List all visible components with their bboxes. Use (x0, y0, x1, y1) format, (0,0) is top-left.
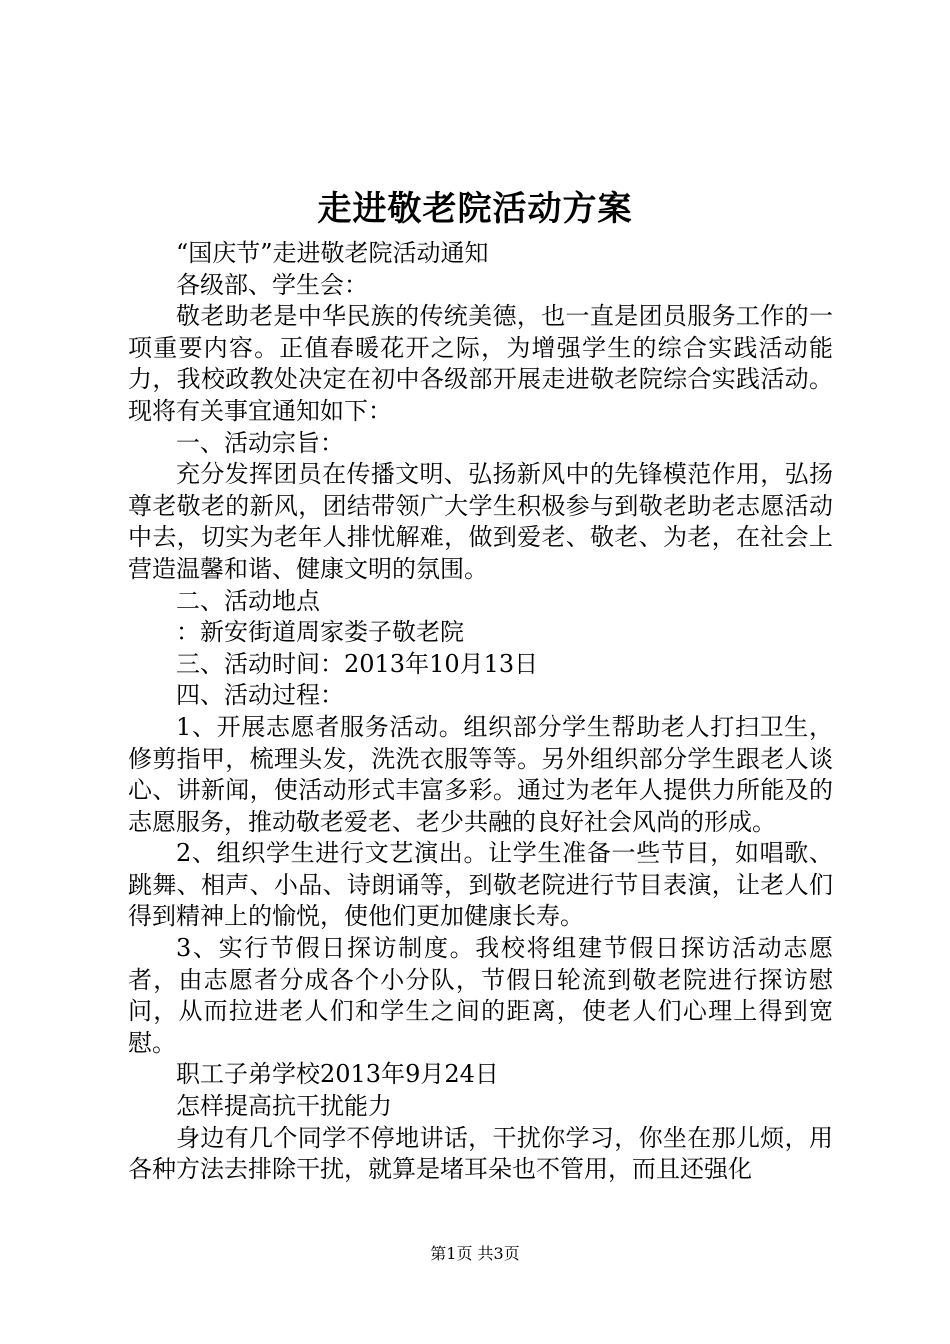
paragraph-notice-heading: “国庆节”走进敬老院活动通知 (176, 239, 489, 267)
section-heading-purpose: 一、活动宗旨： (176, 428, 344, 457)
section-heading-process: 四、活动过程： (176, 681, 344, 710)
paragraph-salutation: 各级部、学生会： (176, 270, 368, 299)
document-title: 走进敬老院活动方案 (317, 189, 633, 229)
paragraph-intro: 敬老助老是中华民族的传统美德，也一直是团员服务工作的一项重要内容。正值春暖花开之际，为增强学生的综合实践活动能力，我校政教处决定在初中各级部开展走进敬老院综合实践活动。现将有关事宜通知如下： (128, 302, 833, 425)
paragraph-closing: 身边有几个同学不停地讲话，干扰你学习，你坐在那儿烦，用各种方法去排除干扰，就算是堵耳朵也不管用，而且还强化 (128, 1123, 833, 1184)
section-heading-location: 二、活动地点 (176, 586, 320, 615)
paragraph-process-1: 1、开展志愿者服务活动。组织部分学生帮助老人打扫卫生，修剪指甲，梳理头发，洗洗衣服等等。另外组织部分学生跟老人谈心、讲新闻，使活动形式丰富多彩。通过为老年人提供力所能及的志愿服务，推动敬老爱老、老少共融的良好社会风尚的形成。 (128, 712, 833, 836)
paragraph-process-3: 3、实行节假日探访制度。我校将组建节假日探访活动志愿者，由志愿者分成各个小分队，节假日轮流到敬老院进行探访慰问，从而拉进老人们和学生之间的距离，使老人们心理上得到宽慰。 (128, 934, 833, 1057)
paragraph-subtitle: 怎样提高抗干扰能力 (176, 1092, 392, 1121)
paragraph-purpose: 充分发挥团员在传播文明、弘扬新风中的先锋模范作用，弘扬尊老敬老的新风，团结带领广大学生积极参与到敬老助老志愿活动中去，切实为老年人排忧解难，做到爱老、敬老、为老，在社会上营造温馨和谐、健康文明的氛围。 (128, 460, 833, 583)
document-body (128, 238, 833, 1186)
paragraph-location: ：新安街道周家娄子敬老院 (176, 618, 464, 647)
page-footer: 第1页 共3页 (430, 1244, 520, 1263)
section-heading-time: 三、活动时间：2013年10月13日 (176, 649, 539, 678)
paragraph-process-2: 2、组织学生进行文艺演出。让学生准备一些节目，如唱歌、跳舞、相声、小品、诗朗诵等，到敬老院进行节目表演，让老人们得到精神上的愉悦，使他们更加健康长寿。 (128, 839, 833, 931)
paragraph-signature: 职工子弟学校2013年9月24日 (176, 1060, 499, 1089)
